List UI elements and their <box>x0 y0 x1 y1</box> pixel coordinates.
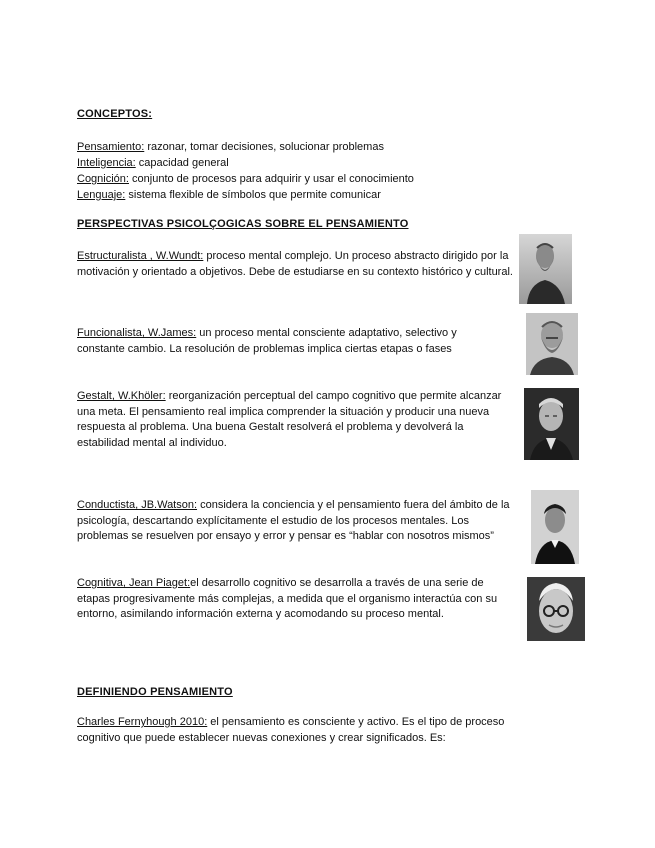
portrait-kohler <box>524 388 579 460</box>
concept-lenguaje <box>77 187 381 203</box>
perspectiva-conductista <box>77 498 515 545</box>
concept-definition: capacidad general <box>135 157 229 169</box>
perspectiva-estructuralista <box>77 249 515 280</box>
concept-cognicion <box>77 171 414 187</box>
perspectiva-cognitiva <box>77 576 515 623</box>
perspectiva-text: considera la conciencia y el pensamiento fuera del ámbito de la psicología, descartando explícitamente el estudio de los procesos mentales. Los problemas se resuelven por ensayo y error y pensar es “hablar con nosotros mismos” <box>77 499 510 543</box>
definicion-author: Charles Fernyhough 2010: <box>77 716 208 728</box>
concept-pensamiento <box>77 139 384 155</box>
perspectiva-term: Cognitiva, Jean Piaget: <box>77 577 191 589</box>
portrait-wundt <box>519 234 572 304</box>
perspectiva-text: proceso mental complejo. Un proceso abstracto dirigido por la motivación y orientado a objetivos. Debe de estudiarse en su contexto histórico y cultural. <box>77 250 513 278</box>
perspectiva-term: Conductista, JB.Watson: <box>77 499 198 511</box>
perspectiva-text: el desarrollo cognitivo se desarrolla a través de una serie de etapas progresivamente más complejas, a medida que el organismo interactúa con su entorno, asimilando información externa y acomodando su proceso mental. <box>77 577 498 621</box>
concept-definition: conjunto de procesos para adquirir y usar el conocimiento <box>128 173 414 185</box>
perspectiva-gestalt <box>77 389 515 452</box>
perspectivas-heading: PERSPECTIVAS PSICOLÇOGICAS SOBRE EL PENSAMIENTO <box>77 218 409 230</box>
portrait-piaget <box>527 577 585 641</box>
concept-term: Lenguaje: <box>77 189 126 201</box>
concept-term: Pensamiento: <box>77 141 145 153</box>
definicion-fernyhough <box>77 715 547 746</box>
concept-definition: razonar, tomar decisiones, solucionar problemas <box>144 141 384 153</box>
concept-term: Cognición: <box>77 173 129 185</box>
perspectiva-term: Gestalt, W.Khöler: <box>77 390 166 402</box>
perspectiva-text: reorganización perceptual del campo cognitivo que permite alcanzar una meta. El pensamiento real implica comprender la situación y producir una nueva respuesta al problema. Una buena Gestalt resolverá el problema y devolverá la estabilidad mental al individuo. <box>77 390 502 450</box>
perspectiva-term: Estructuralista , W.Wundt: <box>77 250 204 262</box>
perspectiva-funcionalista <box>77 326 507 357</box>
definiendo-heading: DEFINIENDO PENSAMIENTO <box>77 686 233 698</box>
portrait-james <box>526 313 578 375</box>
concept-inteligencia <box>77 155 229 171</box>
portrait-watson <box>531 490 579 564</box>
perspectiva-term: Funcionalista, W.James: <box>77 327 197 339</box>
concept-term: Inteligencia: <box>77 157 136 169</box>
concept-definition: sistema flexible de símbolos que permite comunicar <box>125 189 381 201</box>
perspectiva-text: un proceso mental consciente adaptativo, selectivo y constante cambio. La resolución de problemas implica ciertas etapas o fases <box>77 327 457 355</box>
definicion-text: el pensamiento es consciente y activo. Es el tipo de proceso cognitivo que puede establecer nuevas conexiones y crear significados. Es: <box>77 716 505 744</box>
conceptos-heading: CONCEPTOS: <box>77 108 153 120</box>
